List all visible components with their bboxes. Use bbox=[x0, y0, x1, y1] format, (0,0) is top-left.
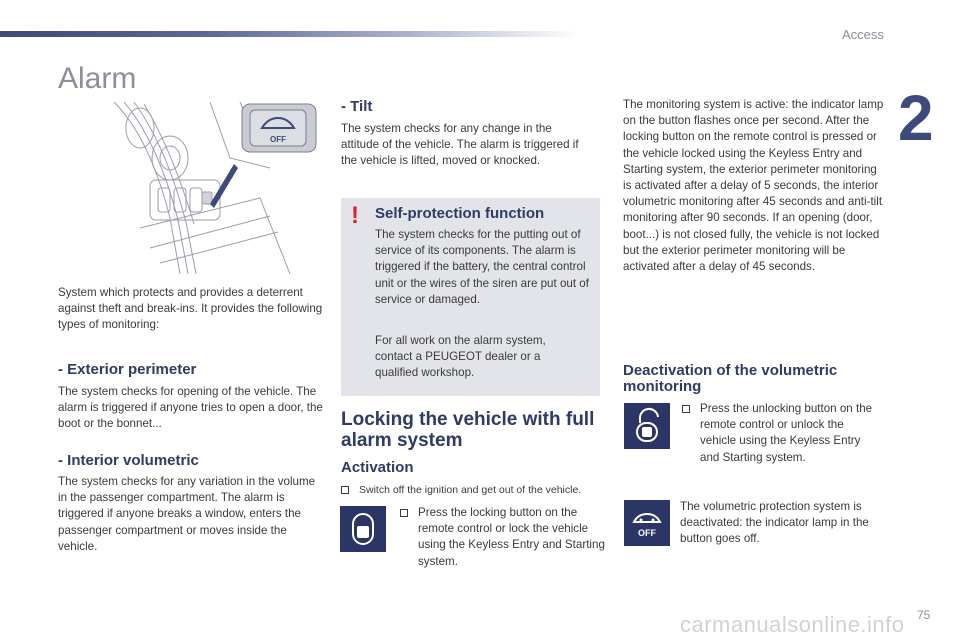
deactivation-step-text: Press the unlocking button on the remote control or unlock the vehicle using the Keyless Entry and Starting system. bbox=[700, 402, 873, 464]
self-protection-box bbox=[341, 198, 600, 396]
section-name: Access bbox=[842, 27, 884, 42]
interior-heading: - Interior volumetric bbox=[58, 452, 199, 469]
deactivation-heading: Deactivation of the volumetric monitoring bbox=[623, 362, 838, 395]
console-illustration bbox=[110, 98, 332, 274]
locking-heading: Locking the vehicle with full alarm system bbox=[341, 409, 595, 451]
interior-text: The system checks for any variation in the volume in the passenger compartment. The alarm is triggered if anyone breaks a window, enters the passenger compartment or moves inside the vehicle. bbox=[58, 475, 316, 553]
watermark: carmanualsonline.info bbox=[680, 612, 905, 637]
bullet-arrow-icon bbox=[341, 482, 355, 499]
page-title: Alarm bbox=[58, 62, 137, 95]
chapter-number: 2 bbox=[898, 82, 934, 154]
warning-icon: ! bbox=[351, 202, 359, 229]
tilt-text: The system checks for any change in the attitude of the vehicle. The alarm is triggered if the vehicle is lifted, moved or knocked. bbox=[341, 122, 579, 168]
self-protection-text: The system checks for the putting out of service of its components. The alarm is triggered if the battery, the central control unit or the wires of the siren are put out of service or damaged. bbox=[375, 228, 589, 306]
tilt-heading: - Tilt bbox=[341, 98, 373, 115]
activation-step-ignition-text: Switch off the ignition and get out of the vehicle. bbox=[359, 484, 582, 496]
illustration-off-label: OFF bbox=[270, 135, 286, 144]
bullet-arrow-icon bbox=[400, 505, 414, 522]
exterior-heading: - Exterior perimeter bbox=[58, 361, 197, 378]
header-bar bbox=[0, 31, 580, 37]
intro-text: System which protects and provides a deterrent against theft and break-ins. It provides the following types of monitoring: bbox=[58, 286, 323, 332]
activation-step-lock-text: Press the locking button on the remote control or lock the vehicle using the Keyless Entry and Starting system. bbox=[418, 506, 605, 568]
padlock-locked-icon bbox=[340, 506, 386, 552]
deactivation-step bbox=[682, 401, 882, 466]
volumetric-off-button-badge bbox=[624, 500, 670, 546]
car-off-icon bbox=[624, 500, 670, 546]
bullet-arrow-icon bbox=[682, 401, 696, 418]
activation-heading: Activation bbox=[341, 459, 414, 476]
self-protection-note: For all work on the alarm system, contact a PEUGEOT dealer or a qualified workshop. bbox=[375, 334, 546, 380]
padlock-unlocked-icon bbox=[624, 403, 670, 449]
exterior-text: The system checks for opening of the vehicle. The alarm is triggered if anyone tries to open a door, the boot or the bonnet... bbox=[58, 385, 323, 431]
deactivation-result: The volumetric protection system is deactivated: the indicator lamp in the button goes off. bbox=[680, 500, 869, 546]
monitoring-text: The monitoring system is active: the indicator lamp on the button flashes once per second. After the locking button on the remote control is pressed or the vehicle locked using the Keyless Entry and Starting system, the exterior perimeter monitoring is activated after a delay of 5 seconds, the interior volumetric monitoring after 45 seconds and anti-tilt monitoring after 90 seconds. If an opening (door, boot...) is not closed fully, the vehicle is not locked but the exterior perimeter monitoring will be activated after a delay of 45 seconds. bbox=[623, 98, 884, 274]
activation-step-ignition bbox=[341, 482, 609, 498]
page-number: 75 bbox=[917, 608, 931, 622]
locking-button-badge bbox=[340, 506, 386, 552]
activation-step-lock bbox=[400, 505, 605, 570]
unlocking-button-badge bbox=[624, 403, 670, 449]
self-protection-heading: Self-protection function bbox=[375, 205, 545, 222]
off-label: OFF bbox=[638, 528, 656, 538]
